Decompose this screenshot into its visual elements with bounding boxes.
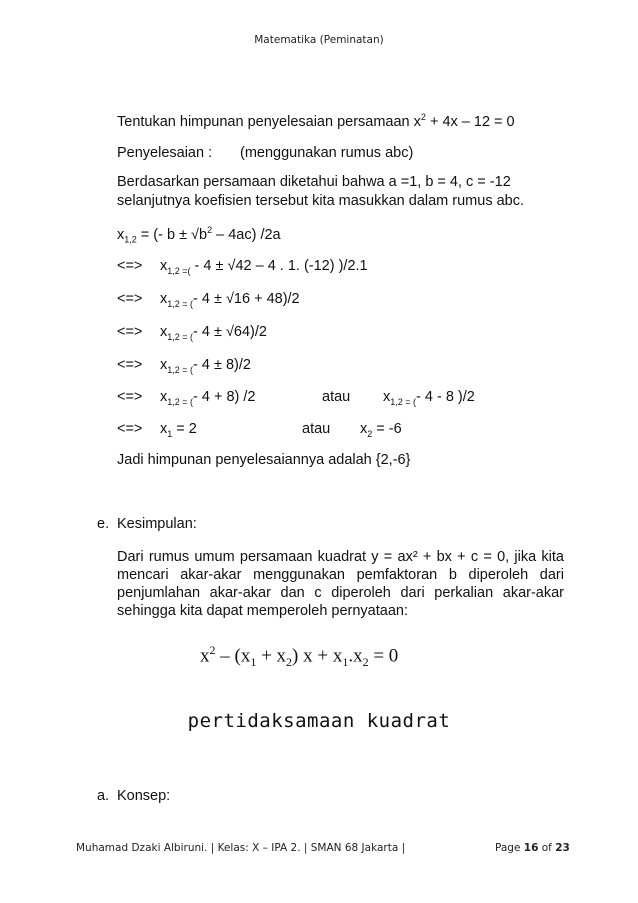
formula-plus: + x — [256, 645, 287, 667]
footer-author: Muhamad Dzaki Albiruni. | Kelas: X – IPA 2. | SMAN 68 Jakarta | — [76, 842, 406, 854]
step-sub: 1,2 = ( — [167, 396, 194, 407]
step-var: x — [160, 258, 168, 274]
formula-tail: ) x + x — [292, 645, 343, 667]
conclusion-paragraph — [117, 548, 564, 620]
step-arrow: <=> — [117, 357, 143, 373]
step-var: x — [160, 357, 168, 373]
problem-statement — [117, 112, 515, 130]
section-title: pertidaksamaan kuadrat — [187, 710, 451, 732]
formula-sub: 1 — [342, 655, 349, 670]
step-expression — [160, 291, 300, 309]
step-expression — [160, 421, 197, 439]
formula-sub: 2 — [286, 655, 293, 670]
step-sub: 1,2 = ( — [167, 364, 194, 375]
step-sub: 1,2 = ( — [390, 396, 417, 407]
solution-set-line: Jadi himpunan penyelesaiannya adalah {2,-6} — [117, 452, 411, 468]
step-expr: - 4 ± √64)/2 — [193, 324, 267, 340]
formula-sub: 1,2 — [124, 234, 137, 245]
step-sub: 1 — [167, 428, 173, 439]
step-arrow: <=> — [117, 258, 143, 274]
step-arrow: <=> — [117, 389, 143, 405]
step-arrow: <=> — [117, 421, 143, 437]
step-expr: - 4 + 8) /2 — [193, 389, 256, 405]
formula-sub: 1 — [250, 655, 257, 670]
formula-part-b: – 4ac) /2a — [212, 226, 281, 243]
vieta-formula — [200, 643, 398, 670]
formula-dot: .x — [348, 645, 363, 667]
step-var: x — [360, 421, 368, 437]
formula-end: = 0 — [368, 645, 399, 667]
step-expression — [160, 324, 267, 342]
step-expression-alt — [383, 389, 475, 407]
step-sub: 1,2 = ( — [167, 331, 194, 342]
page-total: 23 — [555, 842, 570, 854]
conclusion-paragraph-body: Dari rumus umum persamaan kuadrat y = ax² + bx + c = 0, jika kita mencari akar-akar menggunakan pemfaktoran b diperoleh dari penjumlahan akar-akar dan c diperoleh dari perkalian akar-akar — [117, 549, 564, 601]
page-header: Matematika (Peminatan) — [254, 34, 384, 46]
footer-page-number — [495, 842, 570, 854]
problem-statement-rest: + 4x – 12 = 0 — [425, 113, 515, 130]
step-sub: 1,2 =( — [167, 265, 191, 276]
section-a-title: Konsep: — [117, 788, 171, 804]
step-var: x — [383, 389, 391, 405]
step-var: x — [160, 324, 168, 340]
step-expr: - 4 ± √42 – 4 . 1. (-12) )/2.1 — [190, 258, 368, 274]
page-current: 16 — [523, 842, 539, 854]
section-e-label: e. — [97, 516, 110, 532]
step-expr: = 2 — [172, 421, 197, 437]
of-word: of — [541, 842, 552, 854]
exponent: 2 — [420, 112, 426, 122]
section-a-label: a. — [97, 788, 110, 804]
step-expr: - 4 ± 8)/2 — [193, 357, 251, 373]
abc-formula — [117, 225, 281, 245]
formula-sub: 2 — [362, 655, 369, 670]
formula-sup: 2 — [209, 643, 216, 657]
step-expr: = -6 — [372, 421, 402, 437]
conclusion-paragraph-last: sehingga kita dapat memperoleh pernyataan: — [117, 603, 408, 619]
step-expression — [160, 357, 251, 375]
step-expression-alt — [360, 421, 402, 439]
formula-var: x — [117, 226, 125, 243]
step-expression — [160, 389, 255, 407]
step-var: x — [160, 389, 168, 405]
step-expr: - 4 - 8 )/2 — [416, 389, 475, 405]
section-e-title: Kesimpulan: — [117, 516, 197, 532]
coefficients-line: selanjutnya koefisien tersebut kita masukkan dalam rumus abc. — [117, 193, 525, 209]
step-arrow: <=> — [117, 324, 143, 340]
problem-statement-text: Tentukan himpunan penyelesaian persamaan x — [117, 113, 421, 130]
atau-label: atau — [322, 389, 351, 405]
page-word: Page — [495, 842, 521, 854]
step-expr: - 4 ± √16 + 48)/2 — [193, 291, 300, 307]
formula-mid: – (x — [215, 645, 251, 667]
step-sub: 1,2 = ( — [167, 298, 194, 309]
atau-label: atau — [302, 421, 331, 437]
step-var: x — [160, 291, 168, 307]
step-expression — [160, 258, 368, 276]
known-values-line: Berdasarkan persamaan diketahui bahwa a =1, b = 4, c = -12 — [117, 174, 511, 190]
solution-label: Penyelesaian : — [117, 145, 213, 161]
step-arrow: <=> — [117, 291, 143, 307]
step-sub: 2 — [367, 428, 373, 439]
formula-part-a: = (- b ± √b — [136, 226, 208, 243]
solution-method: (menggunakan rumus abc) — [240, 145, 414, 161]
step-var: x — [160, 421, 168, 437]
formula-sup: 2 — [207, 225, 213, 235]
formula-x: x — [200, 645, 210, 667]
